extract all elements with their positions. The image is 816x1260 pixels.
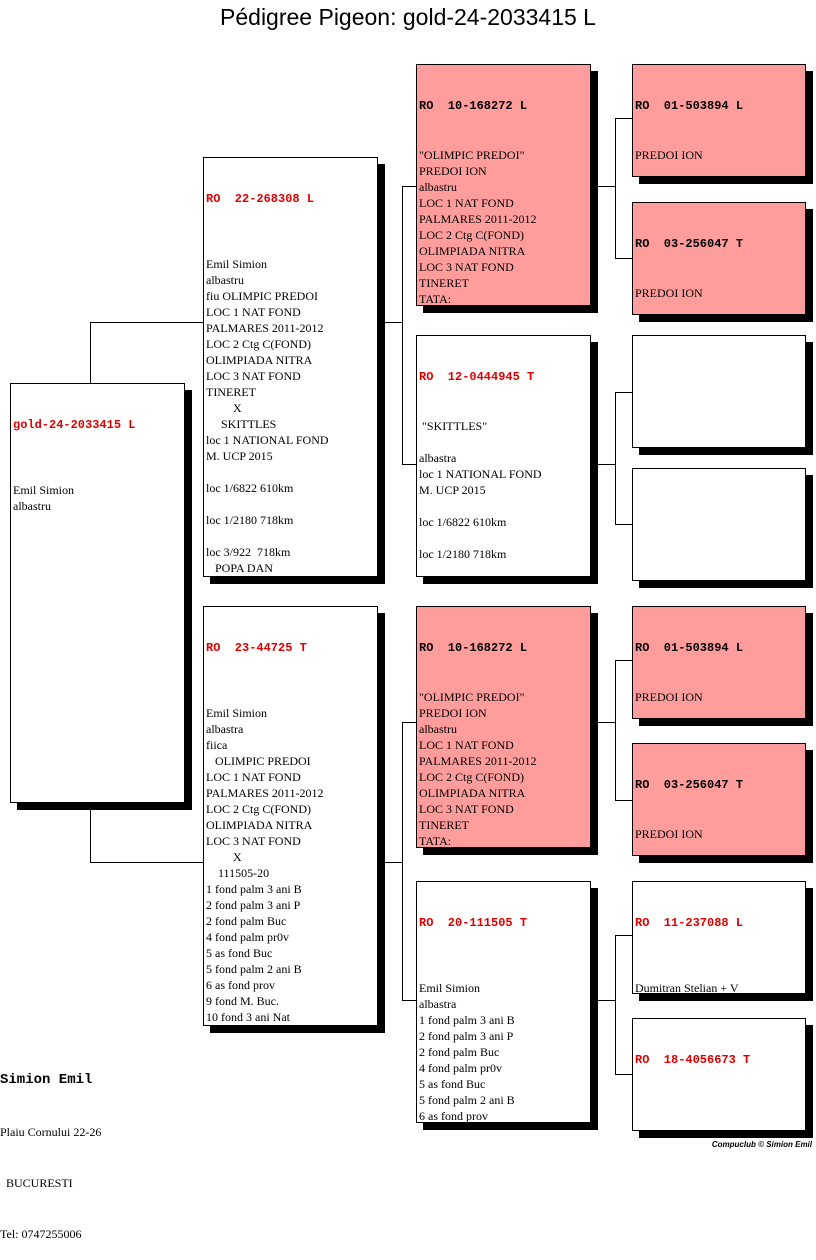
owner-block (0, 1036, 101, 1260)
ddd-details (635, 1101, 803, 1131)
detail-line: loc 1 NATIONAL FOND (206, 433, 329, 447)
detail-line: PREDOI ION (635, 827, 703, 841)
dss-ring: RO 01-503894 L (635, 641, 744, 655)
detail-line: X (206, 850, 242, 864)
detail-line: albastru (13, 499, 51, 513)
sire-details (206, 240, 375, 576)
footer-credit: Compuclub © Simion Emil (711, 1140, 812, 1149)
detail-line (206, 1025, 375, 1026)
dds-ring: RO 11-237088 L (635, 916, 744, 930)
detail-line: LOC 1 NAT FOND (419, 196, 514, 210)
detail-line (419, 964, 588, 980)
dss-card (632, 606, 806, 719)
detail-line: loc 1/6822 610km (419, 515, 507, 529)
dam-dam-card (416, 881, 591, 1123)
detail-line: PALMARES 2011-2012 (206, 321, 324, 335)
detail-line: TINERET (419, 276, 469, 290)
detail-line: 5 fond palm 2 ani B (206, 962, 302, 976)
detail-line: 5 as fond Buc (419, 1077, 486, 1091)
dss-details (635, 689, 803, 719)
detail-line (206, 528, 375, 544)
detail-line (13, 466, 182, 482)
dam-ring: RO 23-44725 T (206, 641, 307, 655)
subject-card (10, 383, 185, 803)
detail-line: PREDOI ION (419, 706, 487, 720)
detail-line (635, 1117, 803, 1131)
detail-line: PREDOI ION (635, 286, 703, 300)
ssd-ring: RO 03-256047 T (635, 237, 744, 251)
sire-dam-details (419, 418, 588, 577)
detail-line: 2 fond palm Buc (419, 1045, 500, 1059)
detail-line: "OLIMPIC PREDOI" (419, 690, 525, 704)
sire-sire-details (419, 147, 588, 306)
detail-line: 4 fond palm pr0v (206, 930, 289, 944)
detail-line (635, 842, 803, 856)
ssd-card (632, 202, 806, 315)
detail-line (206, 240, 375, 256)
detail-line: loc 3/922 718km (206, 545, 291, 559)
dam-dam-details (419, 964, 588, 1123)
detail-line: OLIMPIADA NITRA (419, 786, 526, 800)
dam-sire-ring: RO 10-168272 L (419, 641, 528, 655)
detail-line: loc 1/2180 718km (419, 547, 507, 561)
detail-line: LOC 2 Ctg C(FOND) (419, 770, 525, 784)
detail-line: TINERET (206, 385, 256, 399)
detail-line: PALMARES 2011-2012 (419, 212, 537, 226)
owner-address: Plaiu Cornului 22-26 (0, 1125, 102, 1139)
dam-sire-details (419, 689, 588, 848)
detail-line: LOC 2 Ctg C(FOND) (206, 802, 312, 816)
detail-line: TATA: (419, 292, 452, 306)
detail-line: fiu OLIMPIC PREDOI (206, 289, 319, 303)
detail-line (206, 464, 375, 480)
dam-details (206, 689, 375, 1026)
detail-line: OLIMPIADA NITRA (419, 244, 526, 258)
detail-line: 10 fond 3 ani Nat (206, 1010, 290, 1024)
detail-line (419, 434, 588, 450)
detail-line: M. UCP 2015 (419, 483, 486, 497)
detail-line (206, 689, 375, 705)
detail-line (635, 1101, 803, 1117)
detail-line: albastru (206, 273, 244, 287)
detail-line: LOC 3 NAT FOND (206, 834, 301, 848)
detail-line: M. UCP 2015 (206, 449, 273, 463)
detail-line: PREDOI ION (635, 148, 703, 162)
detail-line: loc 1/2180 718km (206, 513, 294, 527)
detail-line: 6 as fond prov (206, 978, 275, 992)
detail-line: 5 as fond Buc (206, 946, 273, 960)
dds-card (632, 881, 806, 994)
detail-line: Emil Simion (206, 706, 268, 720)
dam-card (203, 606, 378, 1026)
detail-line: TINERET (419, 818, 469, 832)
sire-sire-ring: RO 10-168272 L (419, 99, 528, 113)
detail-line (419, 498, 588, 514)
detail-line: 1 fond palm 3 ani B (419, 1013, 515, 1027)
sss-details (635, 147, 803, 177)
detail-line: LOC 2 Ctg C(FOND) (419, 228, 525, 242)
detail-line: OLIMPIADA NITRA (206, 818, 313, 832)
owner-city: BUCURESTI (0, 1176, 73, 1190)
detail-line: POPA DAN (206, 561, 273, 575)
detail-line: "OLIMPIC PREDOI" (419, 148, 525, 162)
detail-line: LOC 1 NAT FOND (206, 770, 301, 784)
owner-name: Simion Emil (0, 1072, 93, 1088)
detail-line: 5 fond palm 2 ani B (419, 1093, 515, 1107)
detail-line: albastra (206, 722, 244, 736)
detail-line: Dumitran Stelian + V (635, 981, 739, 994)
sire-sire-card (416, 64, 591, 306)
detail-line (635, 964, 803, 980)
detail-line: 2 fond palm Buc (206, 914, 287, 928)
detail-line (635, 301, 803, 315)
detail-line: albastru (419, 180, 457, 194)
detail-line (635, 163, 803, 177)
detail-line: Emil Simion (419, 981, 481, 995)
detail-line: loc 1/6822 610km (206, 481, 294, 495)
dds-details (635, 964, 803, 994)
detail-line: PALMARES 2011-2012 (419, 754, 537, 768)
detail-line: LOC 3 NAT FOND (419, 260, 514, 274)
owner-phone: Tel: 0747255006 (0, 1227, 82, 1241)
sire-card (203, 157, 378, 577)
sire-dam-card (416, 335, 591, 577)
detail-line: loc 1 NATIONAL FOND (419, 467, 542, 481)
detail-line: PALMARES 2011-2012 (206, 786, 324, 800)
detail-line (419, 562, 588, 577)
sdd-card (632, 468, 806, 581)
dsd-card (632, 743, 806, 856)
detail-line: 9 fond M. Buc. (206, 994, 279, 1008)
detail-line: 6 as fond prov (419, 1109, 488, 1123)
ddd-ring: RO 18-4056673 T (635, 1053, 751, 1067)
dam-sire-card (416, 606, 591, 848)
sire-ring: RO 22-268308 L (206, 192, 315, 206)
dsd-ring: RO 03-256047 T (635, 778, 744, 792)
detail-line: TATA: (419, 834, 452, 848)
detail-line: fiica (206, 738, 228, 752)
detail-line: 1 fond palm 3 ani B (206, 882, 302, 896)
sss-ring: RO 01-503894 L (635, 99, 744, 113)
detail-line: X (206, 401, 242, 415)
sss-card (632, 64, 806, 177)
dam-dam-ring: RO 20-111505 T (419, 916, 528, 930)
detail-line: "SKITTLES" (419, 419, 488, 433)
detail-line: OLIMPIC PREDOI (206, 754, 311, 768)
detail-line: LOC 3 NAT FOND (419, 802, 514, 816)
detail-line: LOC 1 NAT FOND (206, 305, 301, 319)
detail-line: albastra (419, 451, 457, 465)
detail-line: Emil Simion (13, 483, 75, 497)
detail-line: PREDOI ION (419, 164, 487, 178)
detail-line: 2 fond palm 3 ani P (206, 898, 301, 912)
detail-line: albastra (419, 997, 457, 1011)
detail-line: LOC 1 NAT FOND (419, 738, 514, 752)
page-title: Pédigree Pigeon: gold-24-2033415 L (220, 4, 596, 30)
ddd-card (632, 1018, 806, 1131)
detail-line: Emil Simion (206, 257, 268, 271)
detail-line: PREDOI ION (635, 690, 703, 704)
subject-details (13, 466, 182, 514)
ssd-details (635, 285, 803, 315)
subject-ring: gold-24-2033415 L (13, 418, 136, 432)
detail-line (419, 530, 588, 546)
detail-line: SKITTLES (206, 417, 277, 431)
detail-line (635, 705, 803, 719)
detail-line: 4 fond palm pr0v (419, 1061, 502, 1075)
dsd-details (635, 826, 803, 856)
detail-line: 111505-20 (206, 866, 270, 880)
detail-line: LOC 3 NAT FOND (206, 369, 301, 383)
detail-line: albastru (419, 722, 457, 736)
detail-line: LOC 2 Ctg C(FOND) (206, 337, 312, 351)
detail-line: OLIMPIADA NITRA (206, 353, 313, 367)
sire-dam-ring: RO 12-0444945 T (419, 370, 535, 384)
sds-card (632, 335, 806, 448)
detail-line (206, 496, 375, 512)
detail-line: 2 fond palm 3 ani P (419, 1029, 514, 1043)
